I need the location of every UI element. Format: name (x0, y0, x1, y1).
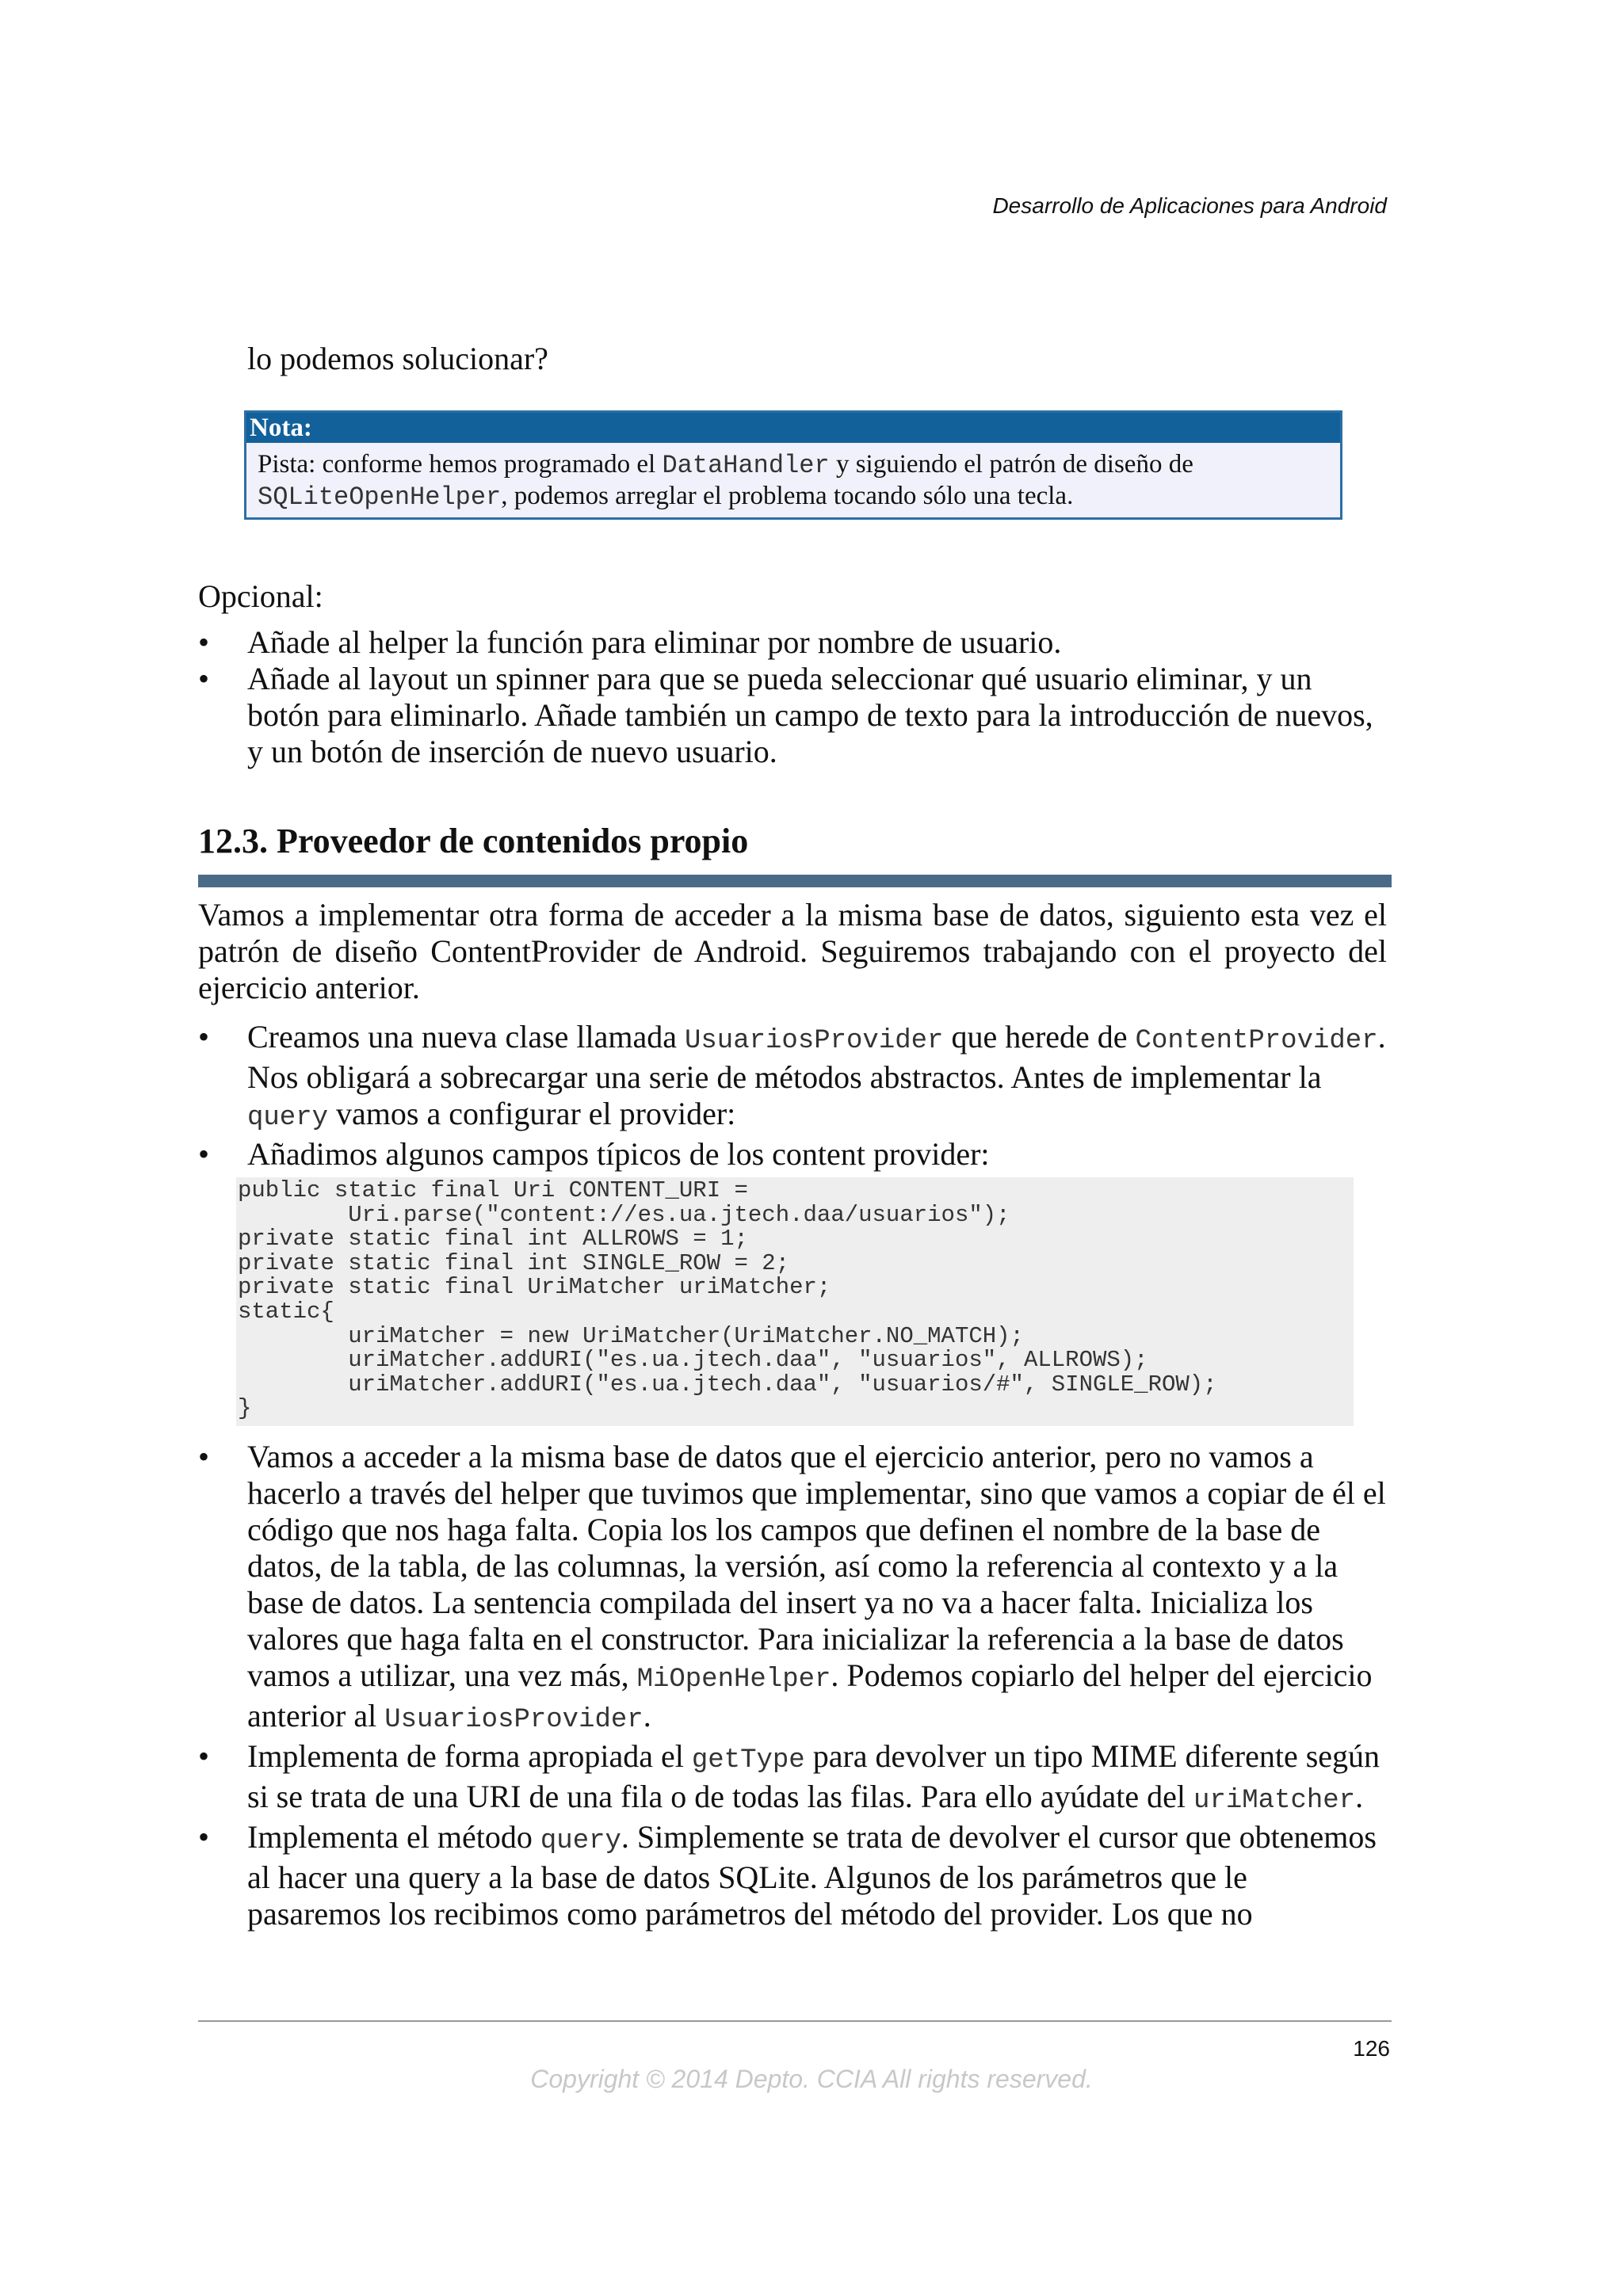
list-item (198, 1136, 1387, 1173)
b5-code-query: query (540, 1826, 621, 1856)
b3-code-usuariosprovider: UsuariosProvider (384, 1705, 643, 1735)
note-box (244, 410, 1342, 520)
optional-item-2: Añade al layout un spinner para que se pueda seleccionar qué usuario eliminar, y un botón para eliminarlo. Añade también un campo de texto para la introducción de nuevos, y un botón de inserción de nuevo usuario. (247, 661, 1373, 769)
b2-text: Añadimos algunos campos típicos de los content provider: (247, 1136, 990, 1172)
b3-text-2: . Podemos copiarlo del helper del ejercicio anterior al (247, 1657, 1373, 1733)
note-body (246, 443, 1340, 513)
optional-label: Opcional: (198, 578, 323, 614)
b1-text-1: Creamos una nueva clase llamada (247, 1019, 685, 1055)
footer-rule (198, 2020, 1392, 2022)
bullets-1 (198, 1019, 1387, 1173)
note-code-sqliteopenhelper: SQLiteOpenHelper (258, 482, 502, 512)
b4-code-gettype: getType (691, 1745, 805, 1775)
note-code-datahandler: DataHandler (662, 451, 830, 480)
section-title: 12.3. Proveedor de contenidos propio (198, 822, 749, 860)
b5-text-2: . Simplemente se trata de devolver el cursor que obtenemos al hacer una query a la base de datos SQLite. Algunos de los parámetros que le pasaremos los recibimos como parámetros del método del provider. Los que no (247, 1819, 1377, 1932)
b1-code-query: query (247, 1103, 329, 1133)
note-text-2: y siguiendo el patrón de diseño de (829, 450, 1193, 479)
bullet-glyph: • (198, 1738, 210, 1774)
continuation-text: lo podemos solucionar? (247, 341, 548, 376)
optional-item-1: Añade al helper la función para eliminar por nombre de usuario. (247, 624, 1062, 660)
list-item (198, 1738, 1387, 1819)
bullet-glyph: • (198, 1019, 210, 1055)
list-item (198, 661, 1387, 770)
note-label: Nota: (246, 413, 1340, 443)
b1-code-usuariosprovider: UsuariosProvider (685, 1026, 944, 1056)
optional-block (198, 578, 1387, 770)
list-item (198, 1439, 1387, 1738)
b1-text-2: que herede de (943, 1019, 1136, 1055)
note-text-1: Pista: conforme hemos programado el (258, 450, 663, 479)
list-item (198, 624, 1387, 661)
code-block (236, 1177, 1354, 1426)
code-listing: public static final Uri CONTENT_URI = Uri.parse("content://es.ua.jtech.daa/usuarios"); private static final int ALLROWS = 1; private static final int SINGLE_ROW = 2; private static final UriMatcher uriMatcher; static{ uriMatcher = new UriMatcher(UriMatcher.NO_MATCH); uriMatcher.addURI("es.ua.jtech.daa", "usuarios", ALLROWS); uriMatcher.addURI("es.ua.jtech.daa", "usuarios/#", SINGLE_ROW); } (238, 1177, 1217, 1422)
b4-text-3: . (1355, 1779, 1364, 1814)
copyright-notice: Copyright © 2014 Depto. CCIA All rights reserved. (530, 2065, 1093, 2093)
list-item (198, 1819, 1387, 1932)
section-intro: Vamos a implementar otra forma de acceder a la misma base de datos, siguiento esta vez el patrón de diseño ContentProvider de Android. Seguiremos trabajando con el proyecto del ejercicio anterior. (198, 897, 1387, 1005)
b3-text-1: Vamos a acceder a la misma base de datos que el ejercicio anterior, pero no vamos a hacerlo a través del helper que tuvimos que implementar, sino que vamos a copiar de él el código que nos haga falta. Copia los los campos que definen el nombre de la base de datos, de la tabla, de las columnas, la versión, así como la referencia al contexto y a la base de datos. La sentencia compilada del insert ya no va a hacer falta. Inicializa los valores que haga falta en el constructor. Para inicializar la referencia a la base de datos vamos a utilizar, una vez más, (247, 1439, 1386, 1693)
bullet-glyph: • (198, 624, 210, 660)
optional-list (198, 624, 1387, 770)
b1-text-3: . Nos obligará a sobrecargar una serie de métodos abstractos. Antes de implementar la (247, 1019, 1386, 1095)
bullet-glyph: • (198, 1819, 210, 1855)
running-header: Desarrollo de Aplicaciones para Android (992, 193, 1387, 218)
bullet-glyph: • (198, 1439, 210, 1474)
bullet-list-2 (198, 1439, 1387, 1932)
b3-code-miopenhelper: MiOpenHelper (636, 1665, 831, 1695)
b4-text-1: Implementa de forma apropiada el (247, 1738, 692, 1774)
section-rule (198, 875, 1392, 887)
b1-code-contentprovider: ContentProvider (1135, 1026, 1378, 1056)
b4-code-urimatcher: uriMatcher (1193, 1786, 1356, 1816)
bullet-list-1 (198, 1019, 1387, 1173)
note-text-3: , podemos arreglar el problema tocando sólo una tecla. (501, 482, 1074, 510)
b5-text-1: Implementa el método (247, 1819, 540, 1855)
b4-text-2: para devolver un tipo MIME diferente según si se trata de una URI de una fila o de todas las filas. Para ello ayúdate del (247, 1738, 1381, 1814)
bullet-glyph: • (198, 661, 210, 696)
page-number: 126 (1353, 2036, 1390, 2061)
b1-text-4: vamos a configurar el provider: (328, 1096, 736, 1131)
bullet-glyph: • (198, 1136, 210, 1172)
b3-text-3: . (643, 1698, 651, 1733)
bullets-2 (198, 1439, 1387, 1932)
list-item (198, 1019, 1387, 1136)
